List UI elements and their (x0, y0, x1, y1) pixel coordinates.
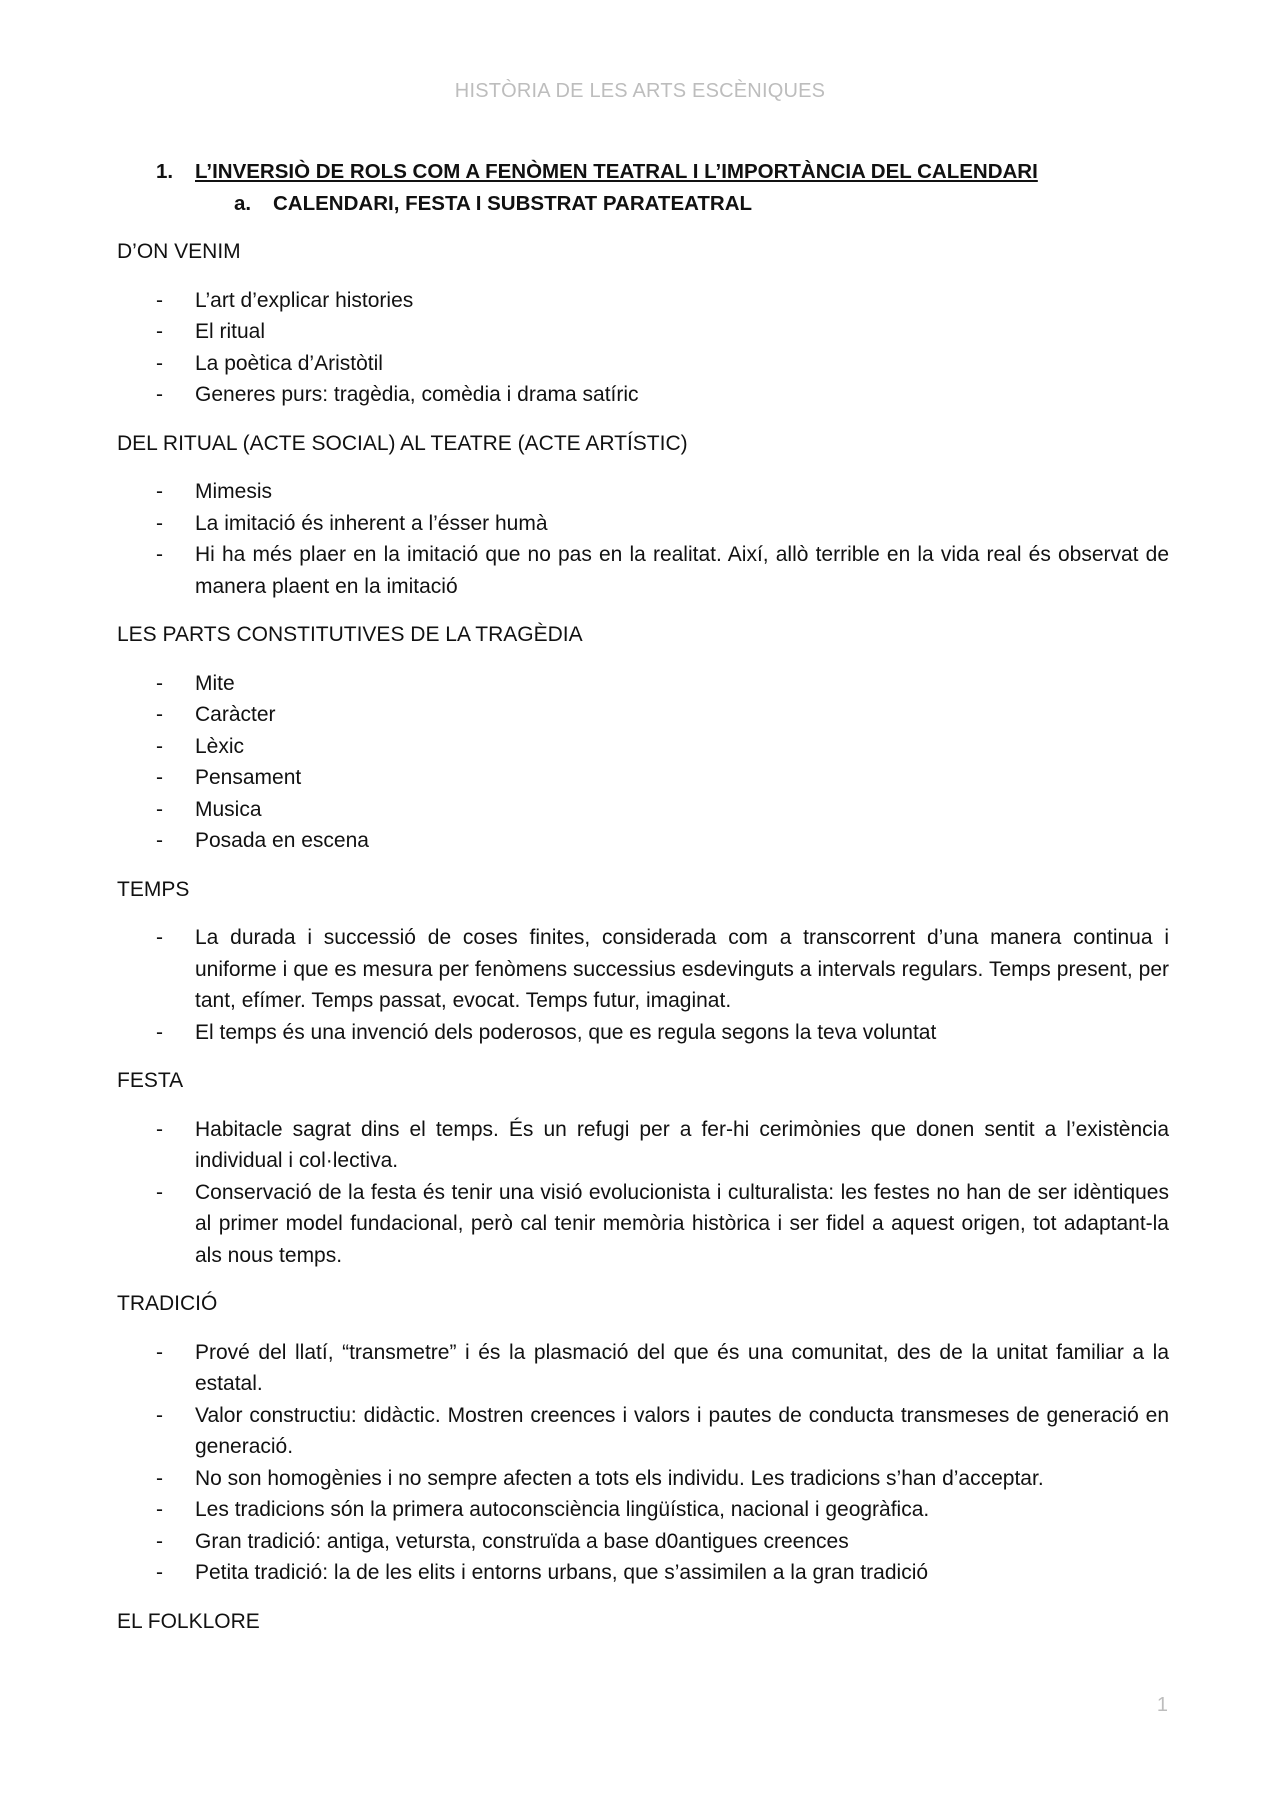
section-title: DEL RITUAL (ACTE SOCIAL) AL TEATRE (ACTE ARTÍSTIC) (117, 431, 688, 455)
list-item: - Mimesis (117, 476, 1169, 508)
list-item: - Petita tradició: la de les elits i entorns urbans, que s’assimilen a la gran tradició (117, 1557, 1169, 1589)
section-title: LES PARTS CONSTITUTIVES DE LA TRAGÈDIA (117, 623, 583, 646)
list-item: - La poètica d’Aristòtil (117, 348, 1169, 380)
heading-2 (117, 188, 1169, 220)
list-item: - Generes purs: tragèdia, comèdia i drama satíric (117, 379, 1169, 411)
list-item: - L’art d’explicar histories (117, 285, 1169, 317)
bullet-list (117, 1114, 1169, 1272)
bullet-list (117, 476, 1169, 602)
list-item: - Habitacle sagrat dins el temps. És un refugi per a fer-hi cerimònies que donen sentit a l’existència individual i col·lectiva. (117, 1114, 1169, 1177)
list-item: - Posada en escena (117, 825, 1169, 857)
bullet-list (117, 668, 1169, 857)
list-item: - No son homogènies i no sempre afecten a tots els individu. Les tradicions s’han d’acceptar. (117, 1463, 1169, 1495)
page-header: HISTÒRIA DE LES ARTS ESCÈNIQUES (454, 80, 826, 102)
heading-1 (117, 156, 1169, 188)
list-item: - Les tradicions són la primera autoconsciència lingüística, nacional i geogràfica. (117, 1494, 1169, 1526)
list-item: - El temps és una invenció dels poderosos, que es regula segons la teva voluntat (117, 1017, 1169, 1049)
bullet-list (117, 285, 1169, 411)
list-item: - Mite (117, 668, 1169, 700)
page-number: 1 (1156, 1694, 1168, 1716)
heading-2-number: a. (234, 191, 252, 215)
list-item: - Prové del llatí, “transmetre” i és la plasmació del que és una comunitat, des de la unitat familiar a la estatal. (117, 1337, 1169, 1400)
document-body (117, 156, 1169, 1654)
list-item: - Musica (117, 794, 1169, 826)
heading-1-text: L’INVERSIÒ DE ROLS COM A FENÒMEN TEATRAL I L’IMPORTÀNCIA DEL CALENDARI (195, 160, 1038, 183)
list-item: - La durada i successió de coses finites, considerada com a transcorrent d’una manera continua i uniforme i que es mesura per fenòmens successius esdevinguts a intervals regulars. Temps present, per tant, efímer. Temps passat, evocat. Temps futur, imaginat. (117, 922, 1169, 1017)
section-title: EL FOLKLORE (117, 1609, 260, 1633)
list-item: - El ritual (117, 316, 1169, 348)
list-item: - Hi ha més plaer en la imitació que no pas en la realitat. Així, allò terrible en la vida real és observat de manera plaent en la imitació (117, 539, 1169, 602)
sections-container (117, 236, 1169, 1637)
section-title: D’ON VENIM (117, 240, 241, 263)
list-item: - Gran tradició: antiga, vetursta, construïda a base d0antigues creences (117, 1526, 1169, 1558)
heading-2-text: CALENDARI, FESTA I SUBSTRAT PARATEATRAL (273, 191, 753, 215)
section-title: TEMPS (117, 877, 190, 901)
bullet-list (117, 1337, 1169, 1589)
section-title: TRADICIÓ (117, 1292, 218, 1315)
list-item: - Pensament (117, 762, 1169, 794)
list-item: - Caràcter (117, 699, 1169, 731)
section-title: FESTA (117, 1069, 184, 1092)
bullet-list (117, 922, 1169, 1048)
list-item: - Lèxic (117, 731, 1169, 763)
list-item: - Conservació de la festa és tenir una visió evolucionista i culturalista: les festes no han de ser idèntiques al primer model fundacional, però cal tenir memòria històrica i ser fidel a aquest origen, tot adaptant-la als nous temps. (117, 1177, 1169, 1272)
heading-1-number: 1. (156, 160, 174, 183)
list-item: - La imitació és inherent a l’ésser humà (117, 508, 1169, 540)
list-item: - Valor constructiu: didàctic. Mostren creences i valors i pautes de conducta transmeses de generació en generació. (117, 1400, 1169, 1463)
